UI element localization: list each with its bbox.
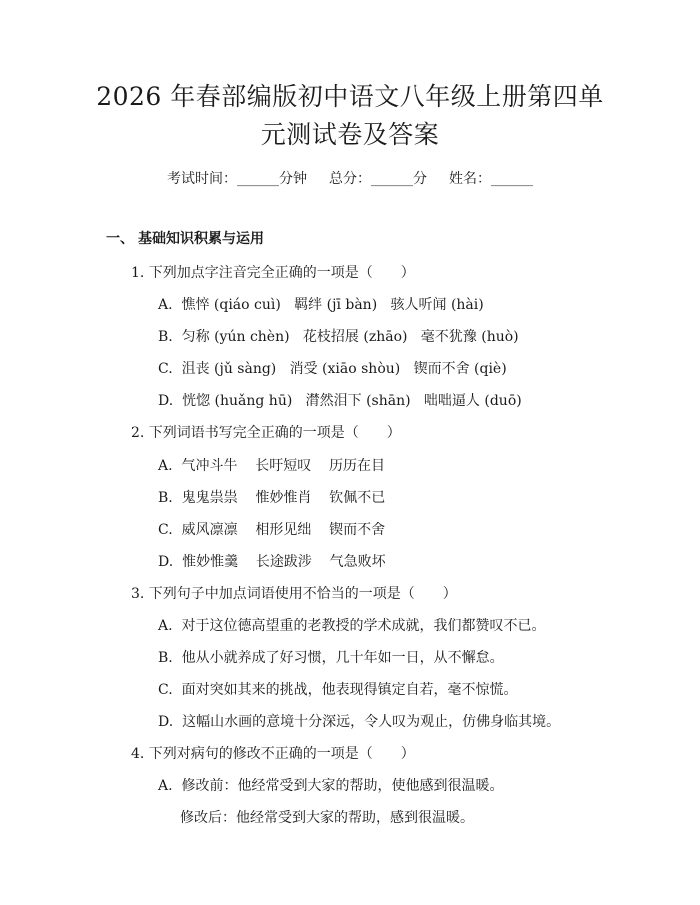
student-name-field: 姓名：______ [449,171,533,187]
section-title: 基础知识积累与运用 [138,231,264,247]
total-score-field: 总分：______分 [329,171,427,187]
question-3-option-c: C. 面对突如其来的挑战，他表现得镇定自若，毫不惊慌。 [158,682,518,698]
question-3-option-a: A. 对于这位德高望重的老教授的学术成就，我们都赞叹不已。 [158,618,546,634]
question-4-stem: 4. 下列对病句的修改不正确的一项是（ ） [131,746,415,762]
question-3-option-d: D. 这幅山水画的意境十分深远，令人叹为观止，仿佛身临其境。 [158,714,561,730]
title-line-2: 元测试卷及答案 [260,120,440,149]
question-1-option-b: B. 匀称 (yún chèn) 花枝招展 (zhāo) 毫不犹豫 (huò) [158,329,519,345]
question-2-stem: 2. 下列词语书写完全正确的一项是（ ） [131,425,401,441]
question-3-stem: 3. 下列句子中加点词语使用不恰当的一项是（ ） [131,586,457,602]
section-number: 一、 [106,231,134,247]
document-title [0,78,700,154]
question-4-option-a-before: A. 修改前：他经常受到大家的帮助，使他感到很温暖。 [158,778,504,794]
question-1-stem: 1. 下列加点字注音完全正确的一项是（ ） [131,265,415,281]
title-line-1: 2026 年春部编版初中语文八年级上册第四单 [96,82,604,111]
question-2-option-c: C. 威风凛凛 相形见绌 锲而不舍 [158,522,386,538]
exam-info-line [0,168,700,188]
question-3-option-b: B. 他从小就养成了好习惯，几十年如一日，从不懈怠。 [158,650,504,666]
section-heading-1 [106,228,264,248]
question-2-option-d: D. 惟妙惟羹 长途跋涉 气急败坏 [158,554,386,570]
question-4-option-a-after: 修改后：他经常受到大家的帮助，感到很温暖。 [180,810,474,826]
question-2-option-b: B. 鬼鬼祟祟 惟妙惟肖 钦佩不已 [158,490,386,506]
question-1-option-c: C. 沮丧 (jǔ sàng) 消受 (xiāo shòu) 锲而不舍 (qiè) [158,361,507,377]
question-2-option-a: A. 气冲斗牛 长吁短叹 历历在目 [158,458,386,474]
question-1-option-a: A. 憔悴 (qiáo cuì) 羁绊 (jī bàn) 骇人听闻 (hài) [158,297,484,313]
exam-time-field: 考试时间：______分钟 [167,171,307,187]
question-1-option-d: D. 恍惚 (huǎng hū) 潸然泪下 (shān) 咄咄逼人 (duō) [158,393,522,409]
